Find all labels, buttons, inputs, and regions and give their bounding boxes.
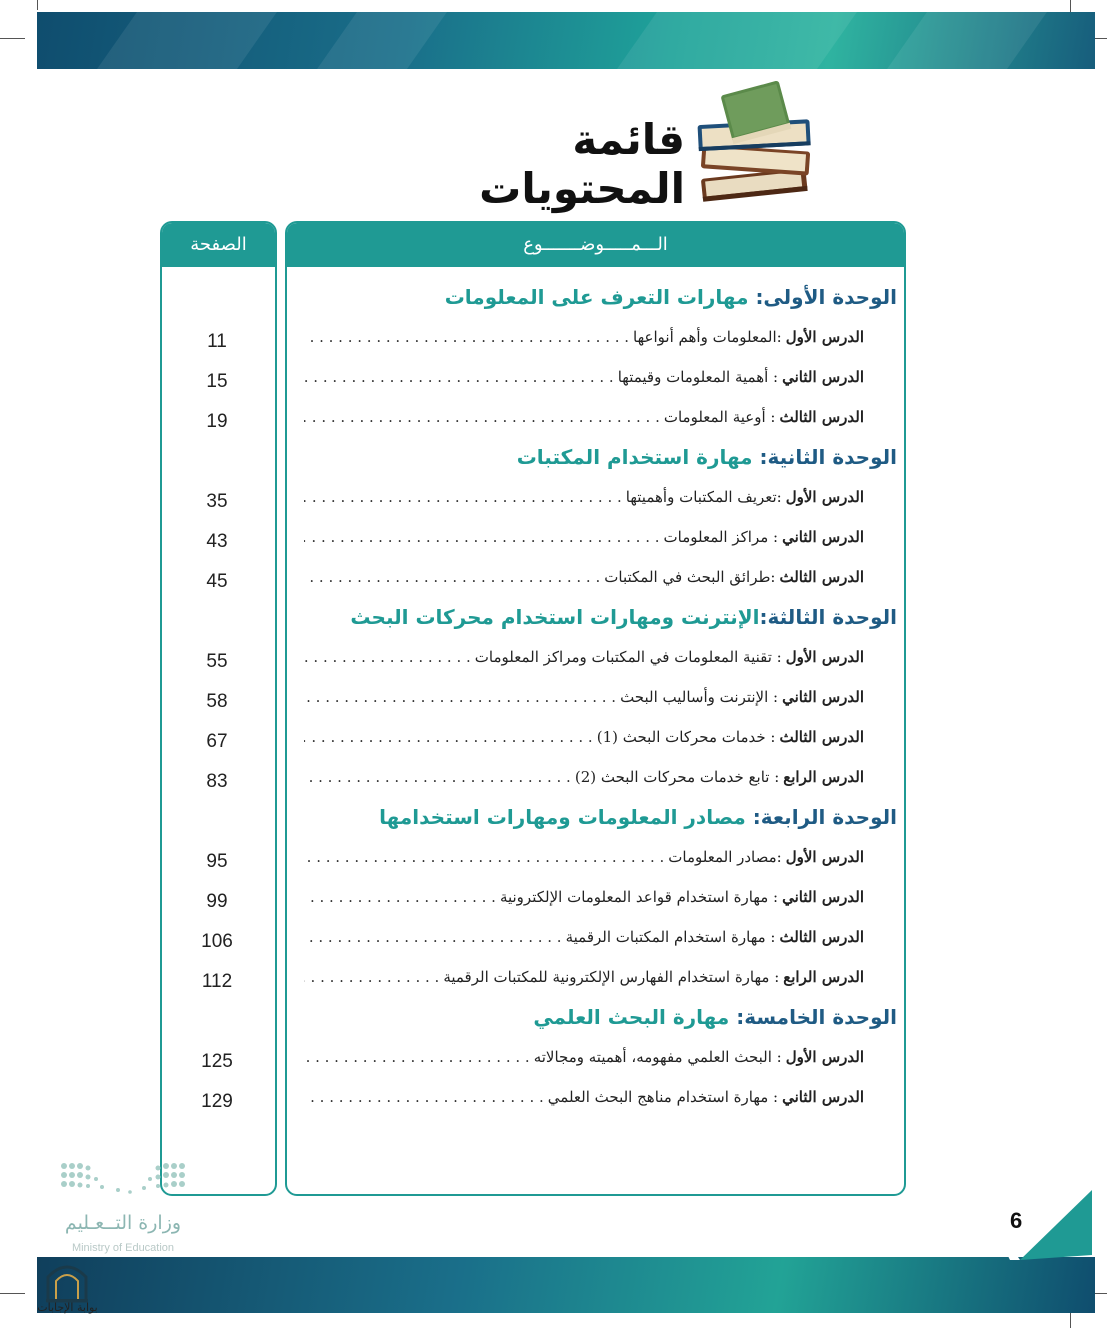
- lesson-label: الدرس الثالث: [779, 728, 864, 746]
- header-band: [37, 12, 1095, 69]
- subject-header: الـــمـــــوضـــــــوع: [287, 223, 904, 267]
- lesson-label: الدرس الرابع: [783, 768, 864, 786]
- crop-mark: [0, 1293, 25, 1294]
- page-ref: 99: [206, 891, 228, 912]
- lesson-row[interactable]: [304, 768, 864, 792]
- lesson-row[interactable]: [304, 648, 864, 672]
- lesson-label: الدرس الرابع: [783, 968, 864, 986]
- page-ref: 95: [206, 851, 228, 872]
- leader-dots: [304, 768, 571, 786]
- leader-dots: [304, 1048, 530, 1066]
- lesson-title: : خدمات محركات البحث (1): [596, 728, 776, 746]
- lesson-title: : تابع خدمات محركات البحث (2): [574, 768, 780, 786]
- lesson-label: الدرس الثاني: [782, 1088, 864, 1106]
- crop-mark: [0, 38, 25, 39]
- unit-title: مهارة استخدام المكتبات: [516, 445, 760, 469]
- unit-label: الوحدة الرابعة:: [752, 805, 897, 829]
- books-icon: [690, 78, 825, 213]
- unit-label: الوحدة الخامسة:: [736, 1005, 897, 1029]
- leader-dots: [304, 888, 496, 906]
- lesson-row[interactable]: [304, 488, 864, 512]
- unit-label: الوحدة الأولى:: [755, 285, 897, 309]
- lesson-row[interactable]: [304, 568, 864, 592]
- leader-dots: [304, 848, 664, 866]
- lesson-label: الدرس الثاني: [782, 368, 864, 386]
- page-ref: 11: [207, 331, 227, 352]
- lesson-title: : مهارة استخدام قواعد المعلومات الإلكترونية: [499, 888, 779, 906]
- lesson-title: : البحث العلمي مفهومه، أهميته ومجالاته: [533, 1048, 782, 1066]
- lesson-row[interactable]: [304, 688, 864, 712]
- lesson-title: : مهارة استخدام المكتبات الرقمية: [565, 928, 776, 946]
- page-number: 6: [1010, 1208, 1023, 1233]
- lesson-label: الدرس الأول: [785, 848, 864, 866]
- lesson-label: الدرس الثالث: [779, 408, 864, 426]
- lesson-row[interactable]: [304, 528, 864, 552]
- lesson-title: :مصادر المعلومات: [668, 848, 782, 866]
- lesson-row[interactable]: [304, 728, 864, 752]
- ministry-logo: [58, 1160, 193, 1260]
- unit-label: الوحدة الثانية:: [759, 445, 897, 469]
- unit-heading: [350, 605, 897, 629]
- lesson-row[interactable]: [304, 328, 864, 352]
- page-ref: 125: [201, 1051, 233, 1072]
- lesson-row[interactable]: [304, 368, 864, 392]
- footer-band: [37, 1257, 1095, 1313]
- page-ref: 129: [201, 1091, 233, 1112]
- lesson-title: :طرائق البحث في المكتبات: [604, 568, 776, 586]
- unit-title: الإنترنت ومهارات استخدام محركات البحث: [350, 605, 760, 629]
- unit-heading: [533, 1005, 897, 1029]
- lesson-label: الدرس الثالث: [779, 928, 864, 946]
- lesson-label: الدرس الثالث: [779, 568, 864, 586]
- page-ref: 58: [206, 691, 228, 712]
- leader-dots: [304, 488, 622, 506]
- corner-accent: [980, 1190, 1095, 1260]
- leader-dots: [304, 568, 600, 586]
- lesson-row[interactable]: [304, 848, 864, 872]
- lesson-row[interactable]: [304, 928, 864, 952]
- lesson-title: : الإنترنت وأساليب البحث: [620, 688, 779, 706]
- watermark-text: بوابة الإجابات: [37, 1301, 98, 1314]
- page-ref: 83: [206, 771, 228, 792]
- lesson-label: الدرس الثاني: [782, 528, 864, 546]
- lesson-title: : مهارة استخدام الفهارس الإلكترونية للمكتبات الرقمية: [443, 968, 780, 986]
- mosque-icon: [30, 1255, 105, 1303]
- page-ref: 67: [206, 731, 228, 752]
- leader-dots: [304, 688, 616, 706]
- lesson-label: الدرس الثاني: [782, 888, 864, 906]
- ministry-dots-icon: [58, 1160, 188, 1200]
- leader-dots: [304, 1088, 544, 1106]
- page-ref: 112: [201, 971, 233, 992]
- unit-title: مهارة البحث العلمي: [533, 1005, 737, 1029]
- pages-header: الصفحة: [162, 223, 275, 267]
- lesson-label: الدرس الثاني: [782, 688, 864, 706]
- page-ref: 19: [206, 411, 228, 432]
- lesson-title: : تقنية المعلومات في المكتبات ومراكز المعلومات: [474, 648, 782, 666]
- leader-dots: [304, 648, 471, 666]
- lesson-row[interactable]: [304, 968, 864, 992]
- unit-heading: [445, 285, 897, 309]
- unit-title: مصادر المعلومات ومهارات استخدامها: [379, 805, 753, 829]
- unit-title: مهارات التعرف على المعلومات: [444, 285, 756, 309]
- leader-dots: [304, 528, 660, 546]
- leader-dots: [304, 368, 614, 386]
- page-ref: 55: [206, 651, 228, 672]
- lesson-row[interactable]: [304, 1088, 864, 1112]
- lesson-label: الدرس الأول: [785, 328, 864, 346]
- leader-dots: [304, 408, 660, 426]
- lesson-row[interactable]: [304, 888, 864, 912]
- lesson-title: : أهمية المعلومات وقيمتها: [617, 368, 779, 386]
- leader-dots: [304, 728, 593, 746]
- lesson-row[interactable]: [304, 1048, 864, 1072]
- lesson-label: الدرس الأول: [785, 488, 864, 506]
- lesson-title: : مراكز المعلومات: [663, 528, 779, 546]
- unit-heading: [517, 445, 897, 469]
- lesson-title: :تعريف المكتبات وأهميتها: [625, 488, 782, 506]
- lesson-title: :المعلومات وأهم أنواعها: [633, 328, 782, 346]
- page-ref: 45: [206, 571, 228, 592]
- page-title: قائمة المحتويات: [479, 115, 685, 213]
- watermark-logo: [30, 1255, 105, 1320]
- unit-label: الوحدة الثالثة:: [759, 605, 897, 629]
- lesson-label: الدرس الأول: [785, 648, 864, 666]
- lesson-title: : مهارة استخدام مناهج البحث العلمي: [547, 1088, 779, 1106]
- leader-dots: [304, 968, 439, 986]
- page-ref: 15: [206, 371, 228, 392]
- ministry-arabic: وزارة التــعـليم: [64, 1212, 182, 1234]
- leader-dots: [304, 328, 629, 346]
- page-ref: 106: [201, 931, 233, 952]
- ministry-english: Ministry of Education: [71, 1242, 175, 1254]
- crop-mark: [37, 0, 38, 10]
- lesson-label: الدرس الأول: [785, 1048, 864, 1066]
- leader-dots: [304, 928, 562, 946]
- page-ref: 43: [206, 531, 228, 552]
- lesson-title: : أوعية المعلومات: [663, 408, 776, 426]
- lesson-row[interactable]: [304, 408, 864, 432]
- unit-heading: [379, 805, 897, 829]
- page-ref: 35: [206, 491, 228, 512]
